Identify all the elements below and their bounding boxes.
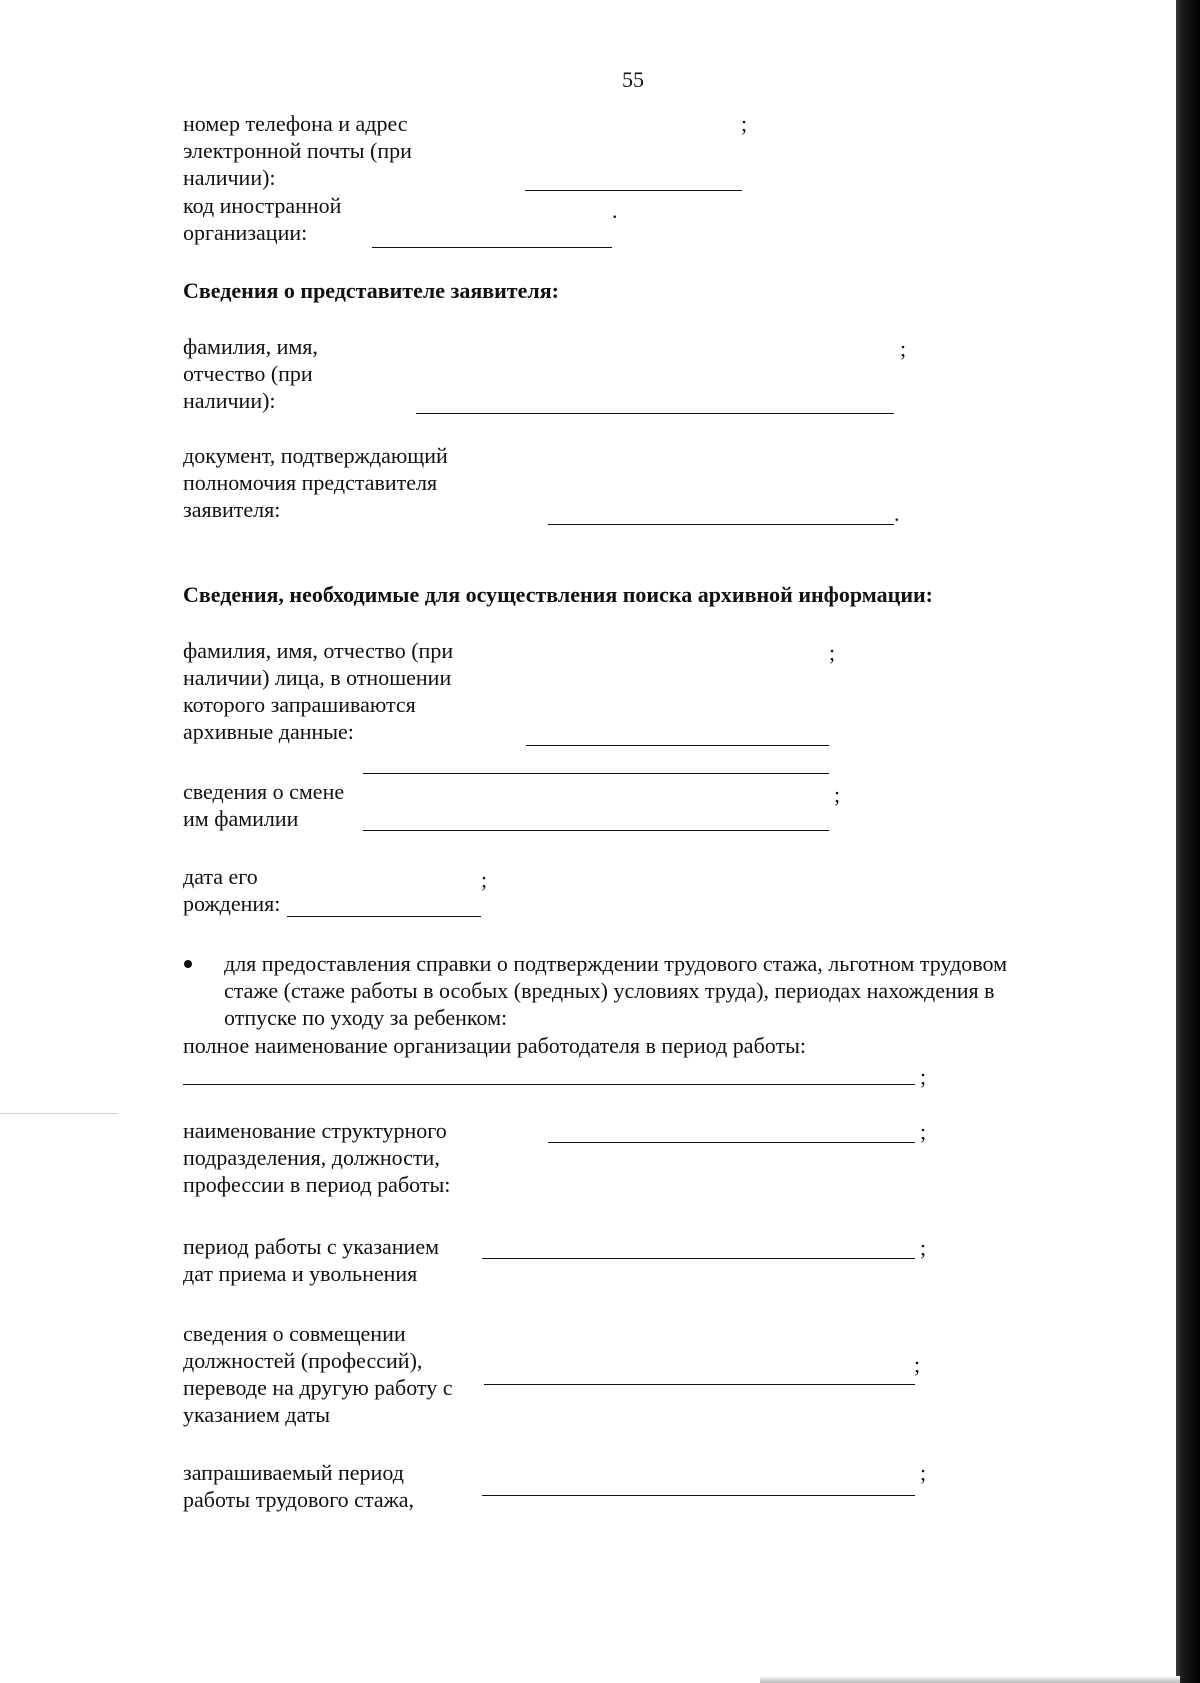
combination-input-line[interactable]	[484, 1384, 915, 1385]
person-name-label-line-2: наличии) лица, в отношении	[183, 665, 452, 690]
rep-name-label-line-2: отчество (при	[183, 361, 313, 386]
archive-heading: Сведения, необходимые для осуществления поиска архивной информации:	[183, 582, 933, 607]
division-label-line-3: профессии в период работы:	[183, 1172, 451, 1197]
combination-label-line-2: должностей (профессий),	[183, 1348, 423, 1373]
person-name-semicolon: ;	[829, 640, 836, 665]
surname-change-label-line-1: сведения о смене	[183, 779, 345, 804]
person-name-label-line-3: которого запрашиваются	[183, 692, 416, 717]
rep-name-label-line-3: наличии):	[183, 388, 276, 413]
surname-change-label-line-2: им фамилии	[183, 806, 299, 831]
rep-doc-label-line-2: полномочия представителя	[183, 470, 438, 495]
rep-name-input-line[interactable]	[416, 413, 894, 414]
combination-label-line-1: сведения о совмещении	[183, 1321, 406, 1346]
rep-name-semicolon: ;	[900, 336, 907, 361]
representative-heading: Сведения о представителе заявителя:	[183, 278, 559, 303]
page-number: 55	[622, 67, 644, 92]
surname-change-input-line-1[interactable]	[363, 773, 829, 774]
person-name-label-line-1: фамилия, имя, отчество (при	[183, 638, 454, 663]
scan-edge-bottom	[760, 1676, 1180, 1683]
division-label-line-2: подразделения, должности,	[183, 1145, 440, 1170]
rep-name-label-line-1: фамилия, имя,	[183, 334, 318, 359]
work-period-label-line-2: дат приема и увольнения	[183, 1261, 418, 1286]
division-input-line[interactable]	[548, 1142, 915, 1143]
foreign-org-label-line-2: организации:	[183, 220, 308, 245]
contact-label-line-3: наличии):	[183, 165, 276, 190]
contact-semicolon: ;	[741, 111, 748, 136]
birth-date-input-line[interactable]	[287, 916, 481, 917]
rep-doc-input-line[interactable]	[548, 524, 894, 525]
person-name-label-line-4: архивные данные:	[183, 719, 354, 744]
work-period-input-line[interactable]	[482, 1258, 915, 1259]
foreign-org-period: .	[612, 198, 618, 223]
foreign-org-input-line[interactable]	[372, 247, 612, 248]
requested-period-semicolon: ;	[920, 1460, 927, 1485]
work-period-label-line-1: период работы с указанием	[183, 1234, 440, 1259]
contact-label-line-1: номер телефона и адрес	[183, 111, 408, 136]
scan-edge-right	[1176, 0, 1200, 1683]
combination-semicolon: ;	[914, 1352, 921, 1377]
division-semicolon: ;	[920, 1119, 927, 1144]
contact-label-line-2: электронной почты (при	[183, 138, 412, 163]
bullet-text-line-2: стаже (стаже работы в особых (вредных) условиях труда), периодах нахождения в	[224, 978, 995, 1003]
combination-label-line-4: указанием даты	[183, 1402, 331, 1427]
birth-date-semicolon: ;	[481, 867, 488, 892]
rep-doc-label-line-3: заявителя:	[183, 497, 281, 522]
requested-period-label-line-1: запрашиваемый период	[183, 1460, 404, 1485]
contact-input-line[interactable]	[525, 190, 742, 191]
rep-doc-label-line-1: документ, подтверждающий	[183, 443, 448, 468]
employer-name-label: полное наименование организации работодателя в период работы:	[183, 1033, 806, 1058]
bullet-text-line-3: отпуске по уходу за ребенком:	[224, 1005, 508, 1030]
bullet-icon	[184, 960, 192, 968]
work-period-semicolon: ;	[920, 1235, 927, 1260]
requested-period-label-line-2: работы трудового стажа,	[183, 1487, 415, 1512]
surname-change-semicolon: ;	[834, 782, 841, 807]
rep-doc-period: .	[894, 501, 900, 526]
person-name-input-line[interactable]	[526, 745, 829, 746]
combination-label-line-3: переводе на другую работу с	[183, 1375, 453, 1400]
requested-period-input-line[interactable]	[482, 1495, 915, 1496]
employer-name-input-line[interactable]	[183, 1084, 915, 1085]
bullet-text-line-1: для предоставления справки о подтверждении трудового стажа, льготном трудовом	[224, 951, 1008, 976]
birth-date-label-line-2: рождения:	[183, 891, 281, 916]
surname-change-input-line-2[interactable]	[363, 830, 829, 831]
scan-mark	[0, 1113, 118, 1114]
birth-date-label-line-1: дата его	[183, 864, 258, 889]
division-label-line-1: наименование структурного	[183, 1118, 447, 1143]
foreign-org-label-line-1: код иностранной	[183, 193, 342, 218]
employer-name-semicolon: ;	[920, 1064, 927, 1089]
